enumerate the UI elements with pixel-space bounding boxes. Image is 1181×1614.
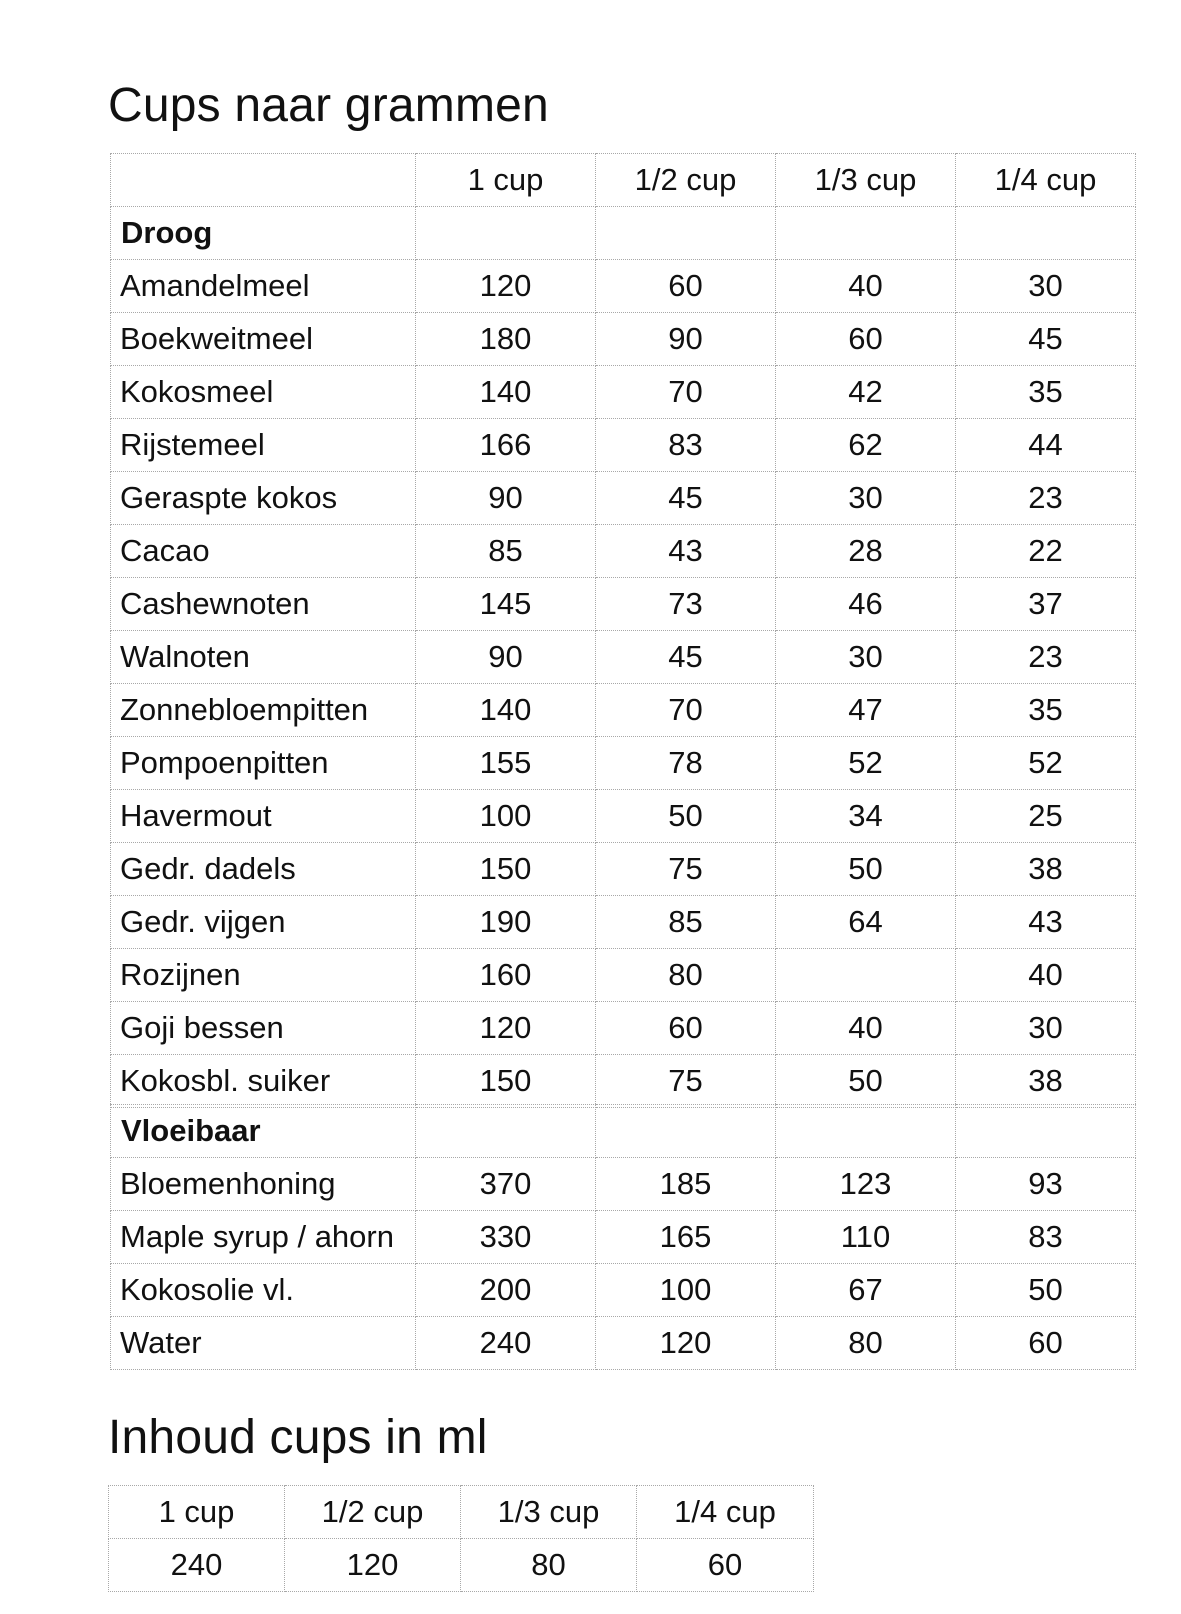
value-cell: 40	[956, 949, 1136, 1002]
value-cell: 23	[956, 631, 1136, 684]
table-row	[111, 896, 1136, 949]
value-cell: 140	[416, 684, 596, 737]
value-cell: 166	[416, 419, 596, 472]
value-cell: 155	[416, 737, 596, 790]
value-cell: 93	[956, 1158, 1136, 1211]
value-cell: 28	[776, 525, 956, 578]
value-cell: 180	[416, 313, 596, 366]
value-cell: 46	[776, 578, 956, 631]
ingredient-name: Boekweitmeel	[111, 313, 416, 366]
value-cell: 60	[596, 1002, 776, 1055]
value-cell: 40	[776, 1002, 956, 1055]
value-cell: 60	[596, 260, 776, 313]
value-cell: 50	[776, 1055, 956, 1108]
table-row	[111, 790, 1136, 843]
value-cell	[776, 949, 956, 1002]
value-cell: 62	[776, 419, 956, 472]
value-cell: 43	[596, 525, 776, 578]
value-cell: 85	[416, 525, 596, 578]
value-cell: 50	[596, 790, 776, 843]
section-row	[111, 207, 1136, 260]
value-cell: 160	[416, 949, 596, 1002]
column-header: 1/3 cup	[461, 1486, 637, 1539]
table-row	[111, 1317, 1136, 1370]
value-cell: 37	[956, 578, 1136, 631]
ingredient-name: Havermout	[111, 790, 416, 843]
empty-cell	[416, 1105, 596, 1158]
table-row	[111, 1264, 1136, 1317]
value-cell: 145	[416, 578, 596, 631]
section-label: Vloeibaar	[111, 1105, 416, 1158]
empty-cell	[956, 207, 1136, 260]
ingredient-name: Cashewnoten	[111, 578, 416, 631]
value-cell: 38	[956, 843, 1136, 896]
value-cell: 85	[596, 896, 776, 949]
value-cell: 50	[956, 1264, 1136, 1317]
value-cell: 185	[596, 1158, 776, 1211]
header-empty-cell	[111, 154, 416, 207]
value-cell: 90	[416, 631, 596, 684]
table-row	[111, 578, 1136, 631]
value-cell: 43	[956, 896, 1136, 949]
ingredient-name: Kokosbl. suiker	[111, 1055, 416, 1108]
ingredient-name: Kokosolie vl.	[111, 1264, 416, 1317]
table-row	[109, 1539, 814, 1592]
column-header: 1/2 cup	[285, 1486, 461, 1539]
value-cell: 83	[596, 419, 776, 472]
value-cell: 47	[776, 684, 956, 737]
table-row	[111, 1002, 1136, 1055]
column-header: 1/4 cup	[956, 154, 1136, 207]
table-row	[111, 472, 1136, 525]
table-row	[111, 684, 1136, 737]
ingredient-name: Kokosmeel	[111, 366, 416, 419]
value-cell: 330	[416, 1211, 596, 1264]
cups-to-grams-table-dry	[110, 153, 1136, 1108]
value-cell: 75	[596, 1055, 776, 1108]
value-cell: 45	[956, 313, 1136, 366]
value-cell: 34	[776, 790, 956, 843]
empty-cell	[596, 207, 776, 260]
ingredient-name: Gedr. vijgen	[111, 896, 416, 949]
empty-cell	[776, 1105, 956, 1158]
value-cell: 240	[109, 1539, 285, 1592]
ingredient-name: Rijstemeel	[111, 419, 416, 472]
table-row	[111, 260, 1136, 313]
ingredient-name: Cacao	[111, 525, 416, 578]
ingredient-name: Gedr. dadels	[111, 843, 416, 896]
value-cell: 90	[416, 472, 596, 525]
value-cell: 23	[956, 472, 1136, 525]
section-row	[111, 1105, 1136, 1158]
value-cell: 123	[776, 1158, 956, 1211]
empty-cell	[956, 1105, 1136, 1158]
value-cell: 78	[596, 737, 776, 790]
value-cell: 190	[416, 896, 596, 949]
column-header: 1/4 cup	[637, 1486, 814, 1539]
value-cell: 25	[956, 790, 1136, 843]
value-cell: 240	[416, 1317, 596, 1370]
ingredient-name: Amandelmeel	[111, 260, 416, 313]
value-cell: 30	[776, 631, 956, 684]
value-cell: 64	[776, 896, 956, 949]
table-row	[111, 1055, 1136, 1108]
value-cell: 52	[776, 737, 956, 790]
table-row	[111, 949, 1136, 1002]
value-cell: 45	[596, 472, 776, 525]
table-header-row	[109, 1486, 814, 1539]
value-cell: 60	[637, 1539, 814, 1592]
table-row	[111, 525, 1136, 578]
empty-cell	[776, 207, 956, 260]
value-cell: 44	[956, 419, 1136, 472]
empty-cell	[416, 207, 596, 260]
value-cell: 120	[596, 1317, 776, 1370]
table-row	[111, 419, 1136, 472]
value-cell: 120	[285, 1539, 461, 1592]
ingredient-name: Water	[111, 1317, 416, 1370]
value-cell: 73	[596, 578, 776, 631]
value-cell: 42	[776, 366, 956, 419]
ingredient-name: Pompoenpitten	[111, 737, 416, 790]
value-cell: 38	[956, 1055, 1136, 1108]
value-cell: 35	[956, 366, 1136, 419]
value-cell: 50	[776, 843, 956, 896]
value-cell: 75	[596, 843, 776, 896]
value-cell: 80	[461, 1539, 637, 1592]
table-row	[111, 1158, 1136, 1211]
value-cell: 60	[776, 313, 956, 366]
cups-to-grams-table-liquid	[110, 1104, 1136, 1370]
value-cell: 165	[596, 1211, 776, 1264]
table-row	[111, 843, 1136, 896]
section-label: Droog	[111, 207, 416, 260]
ingredient-name: Geraspte kokos	[111, 472, 416, 525]
value-cell: 60	[956, 1317, 1136, 1370]
empty-cell	[596, 1105, 776, 1158]
value-cell: 35	[956, 684, 1136, 737]
column-header: 1/3 cup	[776, 154, 956, 207]
value-cell: 70	[596, 684, 776, 737]
ingredient-name: Goji bessen	[111, 1002, 416, 1055]
table-header-row	[111, 154, 1136, 207]
value-cell: 22	[956, 525, 1136, 578]
value-cell: 100	[416, 790, 596, 843]
value-cell: 100	[596, 1264, 776, 1317]
table-row	[111, 1211, 1136, 1264]
value-cell: 40	[776, 260, 956, 313]
value-cell: 200	[416, 1264, 596, 1317]
value-cell: 52	[956, 737, 1136, 790]
ingredient-name: Rozijnen	[111, 949, 416, 1002]
value-cell: 370	[416, 1158, 596, 1211]
value-cell: 120	[416, 1002, 596, 1055]
value-cell: 140	[416, 366, 596, 419]
value-cell: 80	[776, 1317, 956, 1370]
value-cell: 90	[596, 313, 776, 366]
table-row	[111, 737, 1136, 790]
table-row	[111, 313, 1136, 366]
value-cell: 120	[416, 260, 596, 313]
column-header: 1 cup	[416, 154, 596, 207]
column-header: 1 cup	[109, 1486, 285, 1539]
ingredient-name: Bloemenhoning	[111, 1158, 416, 1211]
page-title: Cups naar grammen	[108, 79, 549, 132]
cup-volume-ml-table	[108, 1485, 814, 1592]
section-title-ml: Inhoud cups in ml	[108, 1411, 488, 1464]
value-cell: 30	[956, 1002, 1136, 1055]
value-cell: 45	[596, 631, 776, 684]
ingredient-name: Walnoten	[111, 631, 416, 684]
value-cell: 110	[776, 1211, 956, 1264]
value-cell: 83	[956, 1211, 1136, 1264]
column-header: 1/2 cup	[596, 154, 776, 207]
table-row	[111, 631, 1136, 684]
value-cell: 150	[416, 843, 596, 896]
ingredient-name: Maple syrup / ahorn	[111, 1211, 416, 1264]
value-cell: 150	[416, 1055, 596, 1108]
value-cell: 67	[776, 1264, 956, 1317]
value-cell: 30	[956, 260, 1136, 313]
value-cell: 70	[596, 366, 776, 419]
value-cell: 80	[596, 949, 776, 1002]
value-cell: 30	[776, 472, 956, 525]
table-row	[111, 366, 1136, 419]
ingredient-name: Zonnebloempitten	[111, 684, 416, 737]
